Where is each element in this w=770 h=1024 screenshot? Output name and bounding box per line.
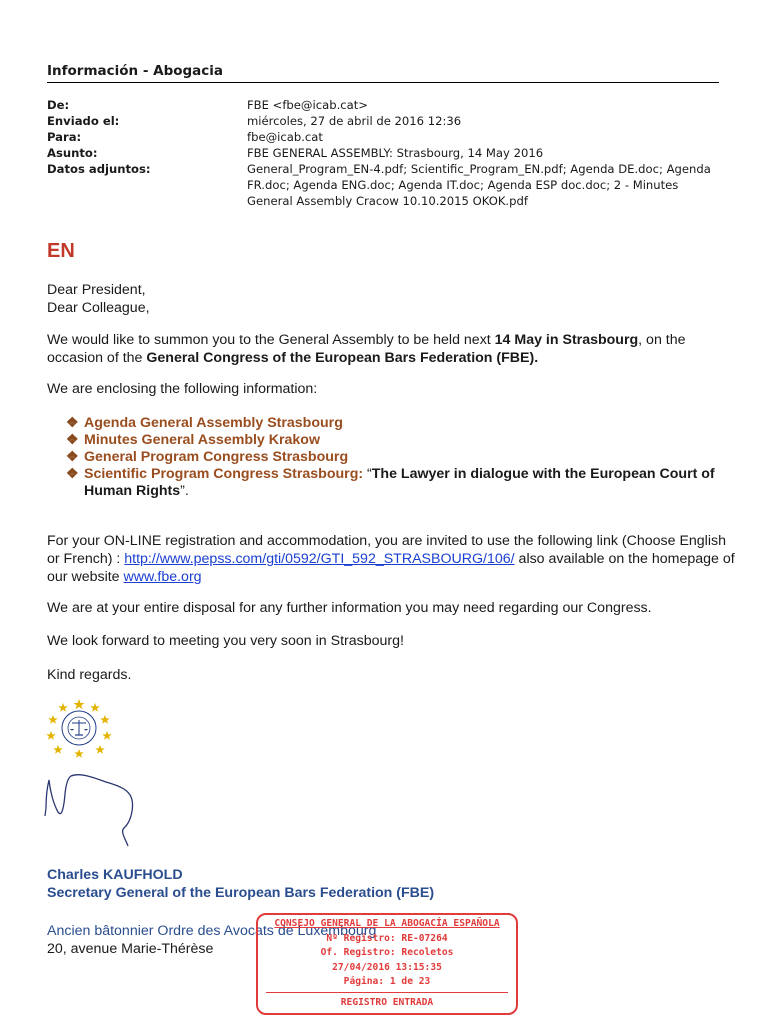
paragraph-disposal: We are at your entire disposal for any further information you may need regarding our Congress. — [47, 600, 652, 616]
paragraph-registration — [47, 532, 737, 586]
stamp-institution: CONSEJO GENERAL DE LA ABOGACÍA ESPAÑOLA — [274, 918, 500, 929]
registry-stamp — [256, 913, 518, 1015]
quote-close: ”. — [180, 483, 189, 499]
language-heading: EN — [47, 240, 75, 262]
paragraph-look-forward: We look forward to meeting you very soon in Strasbourg! — [47, 633, 404, 649]
diamond-bullet-icon: ❖ — [66, 415, 79, 431]
greeting-line-2: Dear Colleague, — [47, 300, 150, 316]
subject-label: Asunto: — [47, 146, 98, 160]
stamp-entry-label: REGISTRO ENTRADA — [266, 992, 508, 1011]
fbe-emblem-logo — [44, 697, 114, 761]
signer-role: Secretary General of the European Bars Federation (FBE) — [47, 885, 435, 901]
quote-open: “ — [363, 466, 372, 482]
diamond-bullet-icon: ❖ — [66, 432, 79, 448]
p1-congress: General Congress of the European Bars Federation (FBE). — [146, 350, 539, 366]
greeting-line-1: Dear President, — [47, 282, 146, 298]
p1-text-c: , on the occasion of the — [47, 332, 686, 366]
header-divider — [47, 82, 719, 83]
subject-value: FBE GENERAL ASSEMBLY: Strasbourg, 14 May 2016 — [247, 146, 544, 160]
list-item — [66, 466, 736, 500]
diamond-bullet-icon: ❖ — [66, 449, 79, 465]
list-item — [66, 432, 736, 449]
stamp-page: Página: 1 de 23 — [343, 976, 431, 987]
diamond-bullet-icon: ❖ — [66, 466, 79, 482]
signer-organization: Ancien bâtonnier Ordre des Avocats de Luxembourg — [47, 923, 377, 939]
stamp-office: Of. Registro: Recoletos — [320, 947, 454, 958]
list-item-label: Agenda General Assembly Strasbourg — [84, 415, 343, 431]
list-item — [66, 449, 736, 466]
signature-block — [47, 866, 434, 902]
list-item-label: General Program Congress Strasbourg — [84, 449, 349, 465]
from-label: De: — [47, 98, 70, 112]
sent-value: miércoles, 27 de abril de 2016 12:36 — [247, 114, 462, 128]
congress-theme: The Lawyer in dialogue with the European Court of Human Rights — [84, 466, 715, 499]
stamp-datetime: 27/04/2016 13:15:35 — [332, 961, 442, 973]
paragraph-enclosing: We are enclosing the following information: — [47, 381, 318, 397]
p3-text-b: also available on the homepage of our website — [47, 551, 735, 585]
attachments-label: Datos adjuntos: — [47, 162, 151, 176]
greeting — [47, 281, 737, 317]
list-item — [66, 415, 736, 432]
list-item-label: Scientific Program Congress Strasbourg: — [84, 466, 364, 482]
list-item-label: Minutes General Assembly Krakow — [84, 432, 321, 448]
sent-label: Enviado el: — [47, 114, 120, 128]
handwritten-signature — [40, 768, 140, 850]
attachment-list — [66, 415, 736, 500]
to-value: fbe@icab.cat — [247, 130, 323, 144]
paragraph-regards: Kind regards. — [47, 667, 132, 683]
stamp-registry-number: Nº Registro: RE-07264 — [326, 932, 448, 944]
p3-text-a: For your ON-LINE registration and accommodation, you are invited to use the following link (Choose English or French) : — [47, 533, 726, 567]
from-value: FBE <fbe@icab.cat> — [247, 98, 368, 112]
paragraph-summon — [47, 331, 737, 367]
signer-street: 20, avenue Marie-Thérèse — [47, 941, 214, 957]
email-title: Información - Abogacia — [47, 63, 224, 79]
to-label: Para: — [47, 130, 82, 144]
signer-name: Charles KAUFHOLD — [47, 867, 183, 883]
registration-link[interactable]: http://www.pepss.com/gti/0592/GTI_592_STRASBOURG/106/ — [124, 551, 515, 567]
website-link[interactable]: www.fbe.org — [123, 569, 202, 585]
attachments-value: General_Program_EN-4.pdf; Scientific_Program_EN.pdf; Agenda DE.doc; Agenda FR.doc; Agenda ENG.doc; Agenda IT.doc; Agenda ESP doc.doc; 2 - Minutes General Assembly Cracow 10.10.2015 OKOK.pdf — [247, 162, 711, 208]
p1-date: 14 May in Strasbourg — [494, 332, 639, 348]
p1-text-a: We would like to summon you to the General Assembly to be held next — [47, 332, 495, 348]
